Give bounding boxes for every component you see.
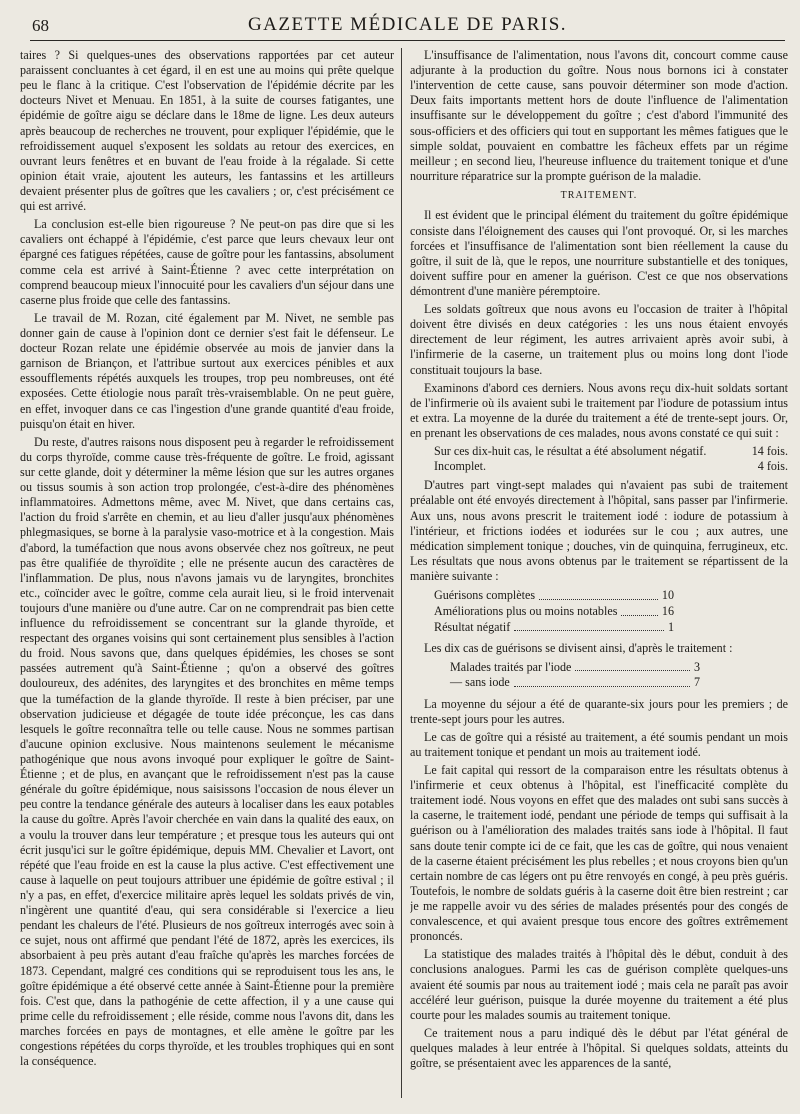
table-row	[450, 660, 700, 675]
results-table	[450, 660, 700, 690]
paragraph: Les dix cas de guérisons se divisent ainsi, d'après le traitement :	[424, 641, 733, 656]
paragraph: taires ? Si quelques-unes des observations rapportées par cet auteur paraissent concluantes à cet égard, il en est une au moins qui prête quelque peu le flanc à la critique. C'est l'observation de l'épidémie décrite par les docteurs Nivet et Menuau. En 1851, à la suite de courses fatigantes, une épidémie de goître aigu se déclare dans le 18me de ligne. Les deux auteurs après beaucoup de recherches ne trouvent, pour expliquer l'épidémie, que le refroidissement auquel s'exposent les soldats au retour des exercices, en ouvrant leurs fenêtres et en buvant de l'eau froide à la régalade. Si cette opinion était vraie, ajoutent les auteurs, les fantassins et les artilleurs devaient présenter plus de goîtres que les cavaliers ; or, c'est précisément ce qui est arrivé.	[20, 48, 394, 214]
paragraph: La statistique des malades traités à l'hôpital dès le début, conduit à des conclusions analogues. Parmi les cas de guérison complète quelques-uns avaient été soumis par nous au traitement iodé ; mais cela ne paraît pas avoir accéléré leur guérison, puisque la durée moyenne du traitement a été plus courte pour les malades soumis au traitement tonique.	[410, 947, 788, 1022]
page-header	[30, 14, 785, 41]
paragraph: Le travail de M. Rozan, cité également par M. Nivet, ne semble pas donner gain de cause à l'opinion dont ce dernier s'est fait le défenseur. Le docteur Rozan relate une épidémie observée au mois de janvier dans la garnison de Briançon, et l'attribue surtout aux exercices pénibles et aux essoufflements répétés auxquels les troupes, trop peu nombreuses, ont été exposées. Cette étiologie nous paraît très-vraisemblable. On ne peut guère, en effet, invoquer dans ce cas l'ingestion d'une grande quantité d'eau froide, puisqu'on était en hiver.	[20, 310, 394, 431]
paragraph: D'autres part vingt-sept malades qui n'avaient pas subi de traitement préalable ont été envoyés directement à l'hôpital, sans passer par l'infirmerie. Aux uns, nous avons prescrit le traitement iodé : iodure de potassium à l'intérieur, et frictions iodées et iodurées sur le cou ; aux autres, une médication simplement tonique ; douches, vin de quinquina, ferrugineux, etc. Les résultats que nous avons obtenus par le traitement se répartissent de la manière suivante :	[410, 478, 788, 583]
table-row	[450, 675, 700, 690]
table-value: 3	[693, 660, 700, 675]
result-label: Sur ces dix-huit cas, le résultat a été absolument négatif.	[434, 444, 707, 459]
left-column	[20, 48, 394, 1098]
result-value: 14 fois.	[751, 444, 788, 459]
table-value: 10	[661, 588, 674, 603]
paragraph: La conclusion est-elle bien rigoureuse ? Ne peut-on pas dire que si les cavaliers ont échappé à l'épidémie, c'est parce que leurs chevaux leur ont épargné ces fatigues répétées, cause de goître pour les fantassins, absolument comme cela est arrivé à Saint-Étienne ? avec cette interprétation on comprend beaucoup mieux l'innocuité pour les cavaliers d'un séjour dans une caserne plus froide que celle des fantassins.	[20, 217, 394, 307]
table-label: Malades traités par l'iode	[450, 660, 572, 675]
paragraph: La moyenne du séjour a été de quarante-six jours pour les premiers ; de trente-sept jours pour les autres.	[410, 696, 788, 726]
table-label: Guérisons complètes	[434, 588, 536, 603]
table-row	[434, 620, 674, 636]
right-column	[410, 48, 788, 1098]
table-label: — sans iode	[450, 675, 510, 690]
result-row	[410, 444, 788, 459]
paragraph: Ce traitement nous a paru indiqué dès le début par l'état général de quelques malades à leur entrée à l'hôpital. Si quelques soldats, atteints du goître, se présentaient avec les apparences de la santé,	[410, 1025, 788, 1071]
table-label: Améliorations plus ou moins notables	[434, 603, 618, 618]
column-divider	[401, 48, 402, 1098]
paragraph: L'insuffisance de l'alimentation, nous l'avons dit, concourt comme cause adjurante à la production du goître. Nous nous bornons ici à constater l'intervention de cette cause, sans pouvoir déterminer son mode d'action. Deux faits importants mettent hors de doute l'influence de l'alimentation insuffisante sur le développement du goître ; c'est d'abord l'immunité des sous-officiers et des officiers qui tout en supportant les mêmes fatigues que le simple soldat, pouvaient en combattre les fâcheux effets par un régime meilleur ; en second lieu, l'heureuse influence du traitement tonique et d'une nourriture réparatrice sur la prompte guérison de la maladie.	[410, 48, 788, 183]
results-table	[434, 588, 674, 635]
result-row	[410, 459, 788, 474]
table-label: Résultat négatif	[434, 619, 511, 634]
table-value: 7	[693, 675, 700, 690]
page-number: 68	[32, 16, 49, 35]
paragraph: Les soldats goîtreux que nous avons eu l'occasion de traiter à l'hôpital doivent être divisés en deux catégories : les uns nous étaient envoyés directement de leur régiment, les autres arrivaient après avoir subi, à l'infirmerie de la caserne, un traitement plus ou moins long dont l'iode constituait toujours la base.	[410, 302, 788, 377]
table-value: 16	[661, 603, 674, 618]
table-row	[434, 588, 674, 604]
paragraph: Le cas de goître qui a résisté au traitement, a été soumis pendant un mois au traitement tonique et pendant un mois au traitement iodé.	[410, 729, 788, 759]
paragraph: Il est évident que le principal élément du traitement du goître épidémique consiste dans l'éloignement des causes qui l'ont provoqué. Or, si les marches forcées et l'insuffisance de l'alimentation sont bien réellement la cause du goître, il suit de là, que le repos, une nourriture substantielle et des toniques, doivent suffire pour en amener la guérison. C'est ce que nos observations démontrent d'une manière péremptoire.	[410, 208, 788, 299]
running-title: GAZETTE MÉDICALE DE PARIS.	[247, 14, 568, 35]
result-value: 4 fois.	[757, 459, 788, 474]
paragraph: Examinons d'abord ces derniers. Nous avons reçu dix-huit soldats sortant de l'infirmerie où ils avaient subi le traitement par l'iodure de potassium intus et extra. La moyenne de la durée du traitement a été de trente-sept jours. Or, en prenant les observations de ces malades, nous avons constaté ce qui suit :	[410, 380, 788, 441]
paragraph: Le fait capital qui ressort de la comparaison entre les résultats obtenus à l'infirmerie et ceux obtenus à l'hôpital, est l'inefficacité complète du traitement iodé. Nous voyons en effet que des malades ont subi sans succès à la caserne, le traitement iodé, pendant une période de temps qui suffisait à la guérison ou à l'amélioration des malades traités sans iode à l'hôpital. Il faut sans doute tenir compte ici de ce fait, que les cas de goître, qui nous venaient de la caserne étaient précisément les plus rebelles ; et nous croyons bien qu'un certain nombre de cas légers ont pu être renvoyés en congé, à peu près guéris. Toutefois, le nombre de soldats guéris à la caserne doit être bien restreint ; car je me rappelle avoir vu des séries de malades présentés pour des congés de convalescence, et qui avaient presque tous encore des goîtres extrêmement prononcés.	[410, 763, 788, 944]
section-title: TRAITEMENT.	[560, 189, 638, 201]
result-label: Incomplet.	[434, 459, 487, 474]
table-value: 1	[667, 619, 674, 634]
paragraph: Du reste, d'autres raisons nous disposent peu à regarder le refroidissement du corps thyroïde, comme cause très-fréquente de goître. Le froid, agissant sur cette glande, doit y déterminer la même lésion que sur les autres organes ou tissus soumis à son action trop prolongée, c'est-à-dire des phénomènes inflammatoires. Admettons même, avec M. Nivet, que dans certains cas, l'action du froid s'arrête en chemin, et au lieu d'aller jusqu'aux phénomènes phlegmasiques, se borne à la paralysie vaso-motrice et à la congestion. Mais d'abord, la tuméfaction que nous avons observée chez nos goîtreux, ne peut pas être qualifiée de thyroïdite ; elle ne présente aucun des caractères de l'inflammation. De plus, nous n'avons jamais vu de laryngites, bronchites etc., coïncider avec le goître, comme cela aurait lieu, si le froid intervenait toujours d'une manière ou d'une autre. Car on ne comprendrait pas bien cette influence du refroidissement se concentrant sur la glande thyroïde, et respectant des organes voisins qui sont certainement plus sensibles à l'action du froid. Nous savons que, dans quelques épidémies, les choses se sont passées autrement qu'à Saint-Étienne ; qu'on a observé des goîtres douloureux, des adénites, des laryngites et des bronchites en même temps que la tuméfaction de la glande thyroïde. Il reste à bien préciser, par une observation judicieuse et dégagée de toute idée préconçue, les cas dans lesquels le goître reconnaîtra telle ou telle cause. Nous ne sommes partisan d'aucune opinion exclusive. Nous maintenons seulement le mécanisme pathogénique que nous avons invoqué pour expliquer le goître de Saint-Étienne ; et de plus, en avançant que le refroidissement n'est pas la cause générale du goître épidémique, nous saisissons l'occasion de nous élever un peu contre la tendance générale des auteurs à localiser dans les eaux potables la cause du goître. Après l'avoir cherchée en vain dans la qualité des eaux, on a voulu la trouver dans leur température ; et presque tous les auteurs qui ont écrit jusqu'ici sur le goître épidémique, depuis MM. Chevalier et Lavort, ont répété que l'eau froide en est la cause la plus active. C'est effectivement une cause à laquelle on peut toujours attribuer une épidémie de goître estival ; il n'y a pas, en effet, d'exercice militaire après lequel les soldats privés de vin, n'ingèrent une quantité d'eau, qui sera considérable si l'exercice a lieu pendant les chaleurs de l'été. Plusieurs de nos goîtreux interrogés avec soin à ce sujet, nous ont affirmé que pendant l'été de 1872, après les exercices, ils absorbaient à peu près autant d'eau fraîche qu'après les marches forcées de 1873. Cependant, malgré ces conditions qui se reproduisent tous les ans, le goître épidémique a été observé cette année à Saint-Étienne pour la première fois. C'est que, dans la pathogénie de cette affection, il y a une cause qui prime celle du refroidissement ; elle réside, comme nous l'avons dit, dans les marches forcées en pays de montagnes, et elle amène le goître par les congestions répétées du corps thyroïde, et les troubles trophiques qui en sont la conséquence.	[20, 434, 394, 1069]
table-row	[434, 604, 674, 620]
